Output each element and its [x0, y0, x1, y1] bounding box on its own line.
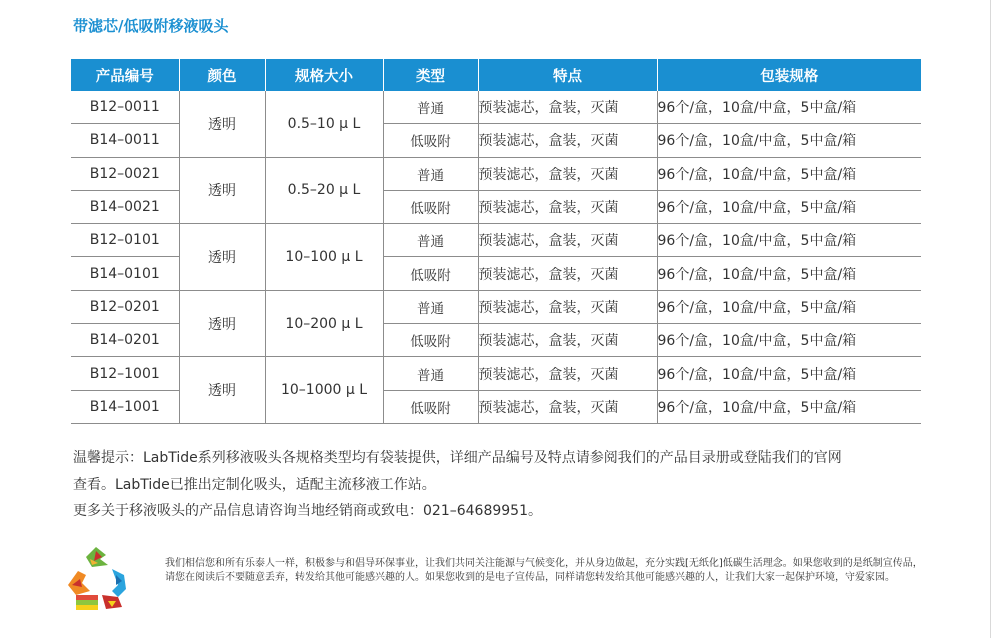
cell-feature: 预装滤芯，盒装，灭菌: [478, 124, 657, 157]
table-row: [71, 91, 921, 124]
cell-feature: 预装滤芯，盒装，灭菌: [478, 91, 657, 124]
cell-pack: 96个/盒，10盒/中盒，5中盒/箱: [657, 91, 921, 124]
cell-type: 低吸附: [383, 190, 478, 223]
cell-type: 低吸附: [383, 257, 478, 290]
cell-code: B14–0021: [71, 190, 179, 223]
cell-pack: 96个/盒，10盒/中盒，5中盒/箱: [657, 190, 921, 223]
cell-pack: 96个/盒，10盒/中盒，5中盒/箱: [657, 390, 921, 423]
cell-code: B14–1001: [71, 390, 179, 423]
cell-pack: 96个/盒，10盒/中盒，5中盒/箱: [657, 157, 921, 190]
cell-type: 普通: [383, 91, 478, 124]
cell-code: B12–1001: [71, 357, 179, 390]
cell-color: 透明: [179, 157, 265, 224]
cell-spec: 0.5–20 μ L: [265, 157, 383, 224]
cell-spec: 0.5–10 μ L: [265, 91, 383, 157]
header-spec: 规格大小: [265, 59, 383, 91]
cell-feature: 预装滤芯，盒装，灭菌: [478, 324, 657, 357]
cell-type: 普通: [383, 157, 478, 190]
cell-type: 普通: [383, 357, 478, 390]
cell-color: 透明: [179, 290, 265, 357]
header-code: 产品编号: [71, 59, 179, 91]
cell-pack: 96个/盒，10盒/中盒，5中盒/箱: [657, 224, 921, 257]
cell-pack: 96个/盒，10盒/中盒，5中盒/箱: [657, 124, 921, 157]
table-row: [71, 224, 921, 257]
table-header-row: [71, 59, 921, 91]
cell-type: 普通: [383, 290, 478, 323]
page-edge-line: [990, 0, 991, 638]
header-pack: 包装规格: [657, 59, 921, 91]
cell-code: B14–0201: [71, 324, 179, 357]
cell-feature: 预装滤芯，盒装，灭菌: [478, 357, 657, 390]
header-color: 颜色: [179, 59, 265, 91]
cell-pack: 96个/盒，10盒/中盒，5中盒/箱: [657, 324, 921, 357]
eco-message: 我们相信您和所有乐泰人一样，积极参与和倡导环保事业，让我们共同关注能源与气候变化，并从身边做起，充分实践[无纸化]低碳生活理念。如果您收到的是纸制宣传品，请您在阅读后不要随意丢弃，转发给其他可能感兴趣的人。如果您收到的是电子宣传品，同样请您转发给其他可能感兴趣的人，让我们大家一起保护环境，守爱家园。: [165, 558, 923, 584]
cell-type: 普通: [383, 224, 478, 257]
cell-feature: 预装滤芯，盒装，灭菌: [478, 157, 657, 190]
recycle-icon: [62, 545, 132, 613]
cell-pack: 96个/盒，10盒/中盒，5中盒/箱: [657, 257, 921, 290]
cell-color: 透明: [179, 357, 265, 424]
header-type: 类型: [383, 59, 478, 91]
note-line: 温馨提示：LabTide系列移液吸头各规格类型均有袋装提供，详细产品编号及特点请参阅我们的产品目录册或登陆我们的官网: [73, 450, 842, 466]
note-line: 更多关于移液吸头的产品信息请咨询当地经销商或致电：021–64689951。: [73, 503, 542, 519]
cell-color: 透明: [179, 224, 265, 291]
cell-feature: 预装滤芯，盒装，灭菌: [478, 257, 657, 290]
product-spec-table: [71, 59, 921, 424]
cell-feature: 预装滤芯，盒装，灭菌: [478, 224, 657, 257]
cell-code: B12–0021: [71, 157, 179, 190]
cell-type: 低吸附: [383, 324, 478, 357]
note-line: 查看。LabTide已推出定制化吸头，适配主流移液工作站。: [73, 476, 436, 493]
cell-feature: 预装滤芯，盒装，灭菌: [478, 390, 657, 423]
cell-spec: 10–100 μ L: [265, 224, 383, 291]
cell-code: B12–0101: [71, 224, 179, 257]
table-row: [71, 290, 921, 323]
cell-color: 透明: [179, 91, 265, 157]
cell-code: B12–0201: [71, 290, 179, 323]
table-row: [71, 157, 921, 190]
cell-type: 低吸附: [383, 390, 478, 423]
cell-spec: 10–1000 μ L: [265, 357, 383, 424]
section-title: 带滤芯/低吸附移液吸头: [73, 17, 229, 35]
cell-code: B14–0101: [71, 257, 179, 290]
header-feature: 特点: [478, 59, 657, 91]
notes-block: [73, 445, 842, 525]
cell-feature: 预装滤芯，盒装，灭菌: [478, 190, 657, 223]
cell-type: 低吸附: [383, 124, 478, 157]
cell-feature: 预装滤芯，盒装，灭菌: [478, 290, 657, 323]
cell-pack: 96个/盒，10盒/中盒，5中盒/箱: [657, 290, 921, 323]
cell-spec: 10–200 μ L: [265, 290, 383, 357]
cell-code: B14–0011: [71, 124, 179, 157]
cell-pack: 96个/盒，10盒/中盒，5中盒/箱: [657, 357, 921, 390]
table-row: [71, 357, 921, 390]
cell-code: B12–0011: [71, 91, 179, 124]
